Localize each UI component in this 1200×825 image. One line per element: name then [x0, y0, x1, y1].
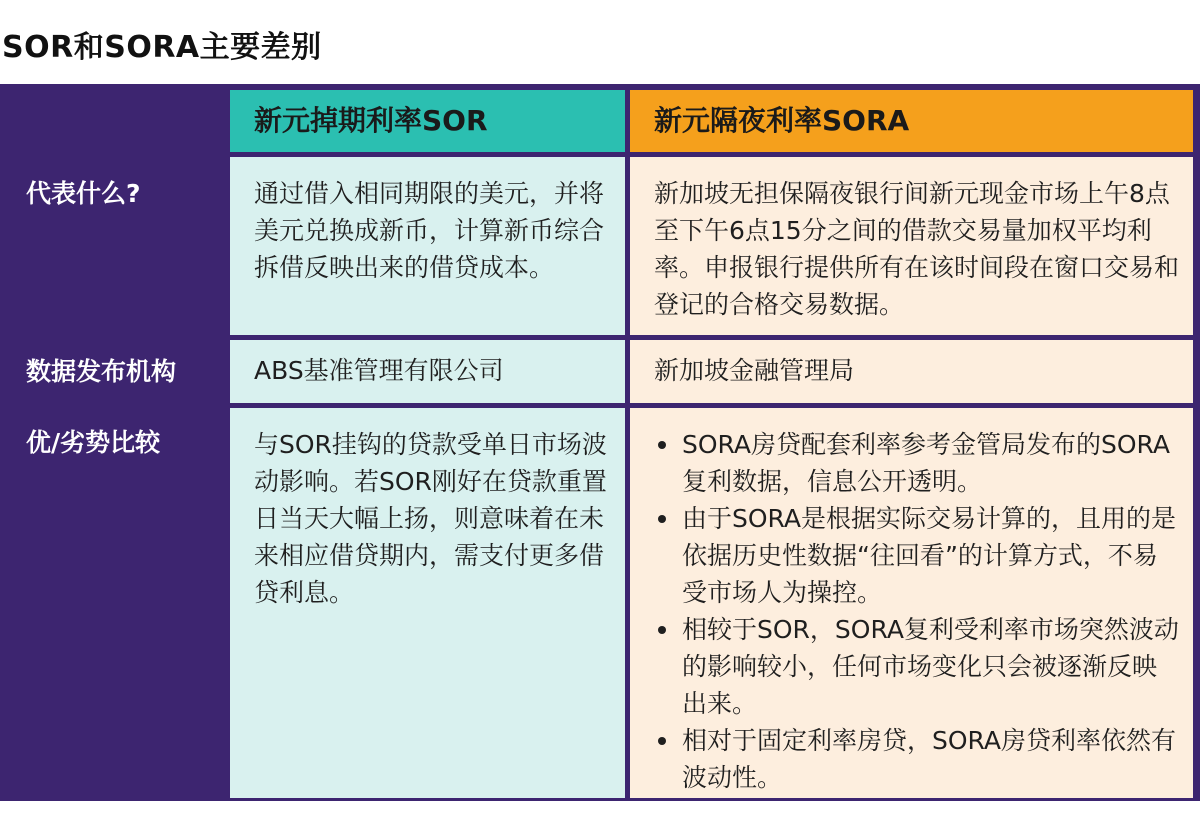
- sora-points-list: [654, 426, 1179, 796]
- cell-sor-comparison: 与SOR挂钩的贷款受单日市场波动影响。若SOR刚好在贷款重置日当天大幅上扬，则意味着在未来相应借贷期内，需支付更多借贷利息。: [230, 408, 625, 798]
- row-label-publisher: 数据发布机构: [26, 357, 177, 386]
- cell-sora-publisher: 新加坡金融管理局: [630, 340, 1193, 403]
- row-label-comparison: 优/劣势比较: [26, 428, 161, 457]
- list-item: 由于SORA是根据实际交易计算的，且用的是依据历史性数据“往回看”的计算方式，不易受市场人为操控。: [654, 500, 1179, 611]
- header-sora: 新元隔夜利率SORA: [630, 90, 1193, 152]
- list-item: 相对于固定利率房贷，SORA房贷利率依然有波动性。: [654, 722, 1179, 796]
- row-label-definition: 代表什么?: [26, 179, 141, 208]
- cell-sora-comparison: [630, 408, 1193, 798]
- cell-sor-publisher: ABS基准管理有限公司: [230, 340, 625, 403]
- header-sor: 新元掉期利率SOR: [230, 90, 625, 152]
- list-item: SORA房贷配套利率参考金管局发布的SORA复利数据，信息公开透明。: [654, 426, 1179, 500]
- cell-sora-definition: 新加坡无担保隔夜银行间新元现金市场上午8点至下午6点15分之间的借款交易量加权平均利率。申报银行提供所有在该时间段在窗口交易和登记的合格交易数据。: [630, 157, 1193, 335]
- list-item: 相较于SOR，SORA复利受利率市场突然波动的影响较小，任何市场变化只会被逐渐反映出来。: [654, 611, 1179, 722]
- page-title: SOR和SORA主要差别: [2, 30, 322, 65]
- cell-sor-definition: 通过借入相同期限的美元，并将美元兑换成新币，计算新币综合拆借反映出来的借贷成本。: [230, 157, 625, 335]
